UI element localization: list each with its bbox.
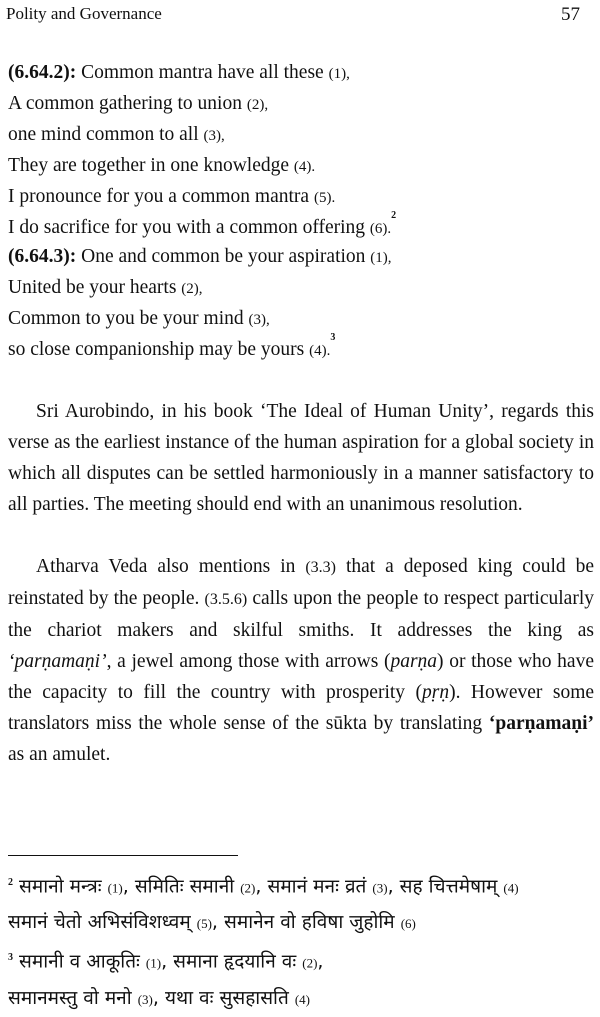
body-paragraph: Sri Aurobindo, in his book ‘The Ideal of Human Unity’, regards this verse as the earliest instance of the human aspiration for a global society in which all disputes can be settled harmoniously in a manner satisfactory to all parties. The meeting should end with an unanimous resolution.	[8, 401, 594, 515]
footnote-mark: 2	[391, 210, 397, 221]
verse-line: (6.64.2): Common mantra have all these (1),	[8, 62, 350, 83]
verse-line: I pronounce for you a common mantra (5).	[8, 186, 336, 207]
verse-reference: (6.64.2):	[8, 62, 77, 83]
verse-line: Common to you be your mind (3),	[8, 308, 270, 329]
verse-line: one mind common to all (3),	[8, 124, 225, 145]
footnote-number: 2	[8, 877, 13, 888]
footnote-2-line-1: $^2$ समानो मन्त्रः (1), समितिः समानी (2), समानं मनः व्रतं (3), सह चित्तमेषाम् (4)	[8, 875, 519, 898]
footnote-3-line-2: समानमस्तु वो मनो (3), यथा वः सुसहासति (4)	[8, 986, 311, 1009]
footnote-divider	[8, 855, 238, 856]
page-header	[6, 4, 580, 26]
footnote-mark: 3	[330, 332, 336, 343]
verse-line: so close companionship may be yours (4). 3	[8, 335, 568, 366]
verse-line: I do sacrifice for you with a common offering (6). 2	[8, 213, 568, 244]
running-title: Polity and Governance	[6, 4, 162, 23]
verse-6-64-3	[8, 242, 568, 366]
verse-line: A common gathering to union (2),	[8, 93, 269, 114]
footnote-3-line-1: $^3$ समानी व आकूतिः (1), समाना हृदयानि वः (2),	[8, 950, 324, 973]
verse-line: (6.64.3): One and common be your aspiration (1),	[8, 246, 392, 267]
verse-reference: (6.64.3):	[8, 246, 77, 267]
footnote-number: 3	[8, 952, 13, 964]
page-number: 57	[561, 4, 580, 25]
footnote-2-line-2: समानं चेतो अभिसंविशध्वम् (5), समानेन वो हविषा जुहोमि (6)	[8, 911, 416, 934]
verse-line: United be your hearts (2),	[8, 277, 203, 298]
body-paragraph: Atharva Veda also mentions in (3.3) that a deposed king could be reinstated by the people. (3.5.6) calls upon the people to respect particularly the chariot makers and skilful smiths. It addresses the king as ‘parṇamaṇi’, a jewel among those with arrows (parṇa) or those who have the capacity to fill the country with prosperity (pṛṇ). However some translators miss the whole sense of the sūkta by translating ‘parṇamaṇi’ as an amulet.	[8, 556, 595, 765]
verse-6-64-2	[8, 58, 568, 244]
verse-line: They are together in one knowledge (4).	[8, 155, 316, 176]
footnotes	[8, 866, 598, 1017]
